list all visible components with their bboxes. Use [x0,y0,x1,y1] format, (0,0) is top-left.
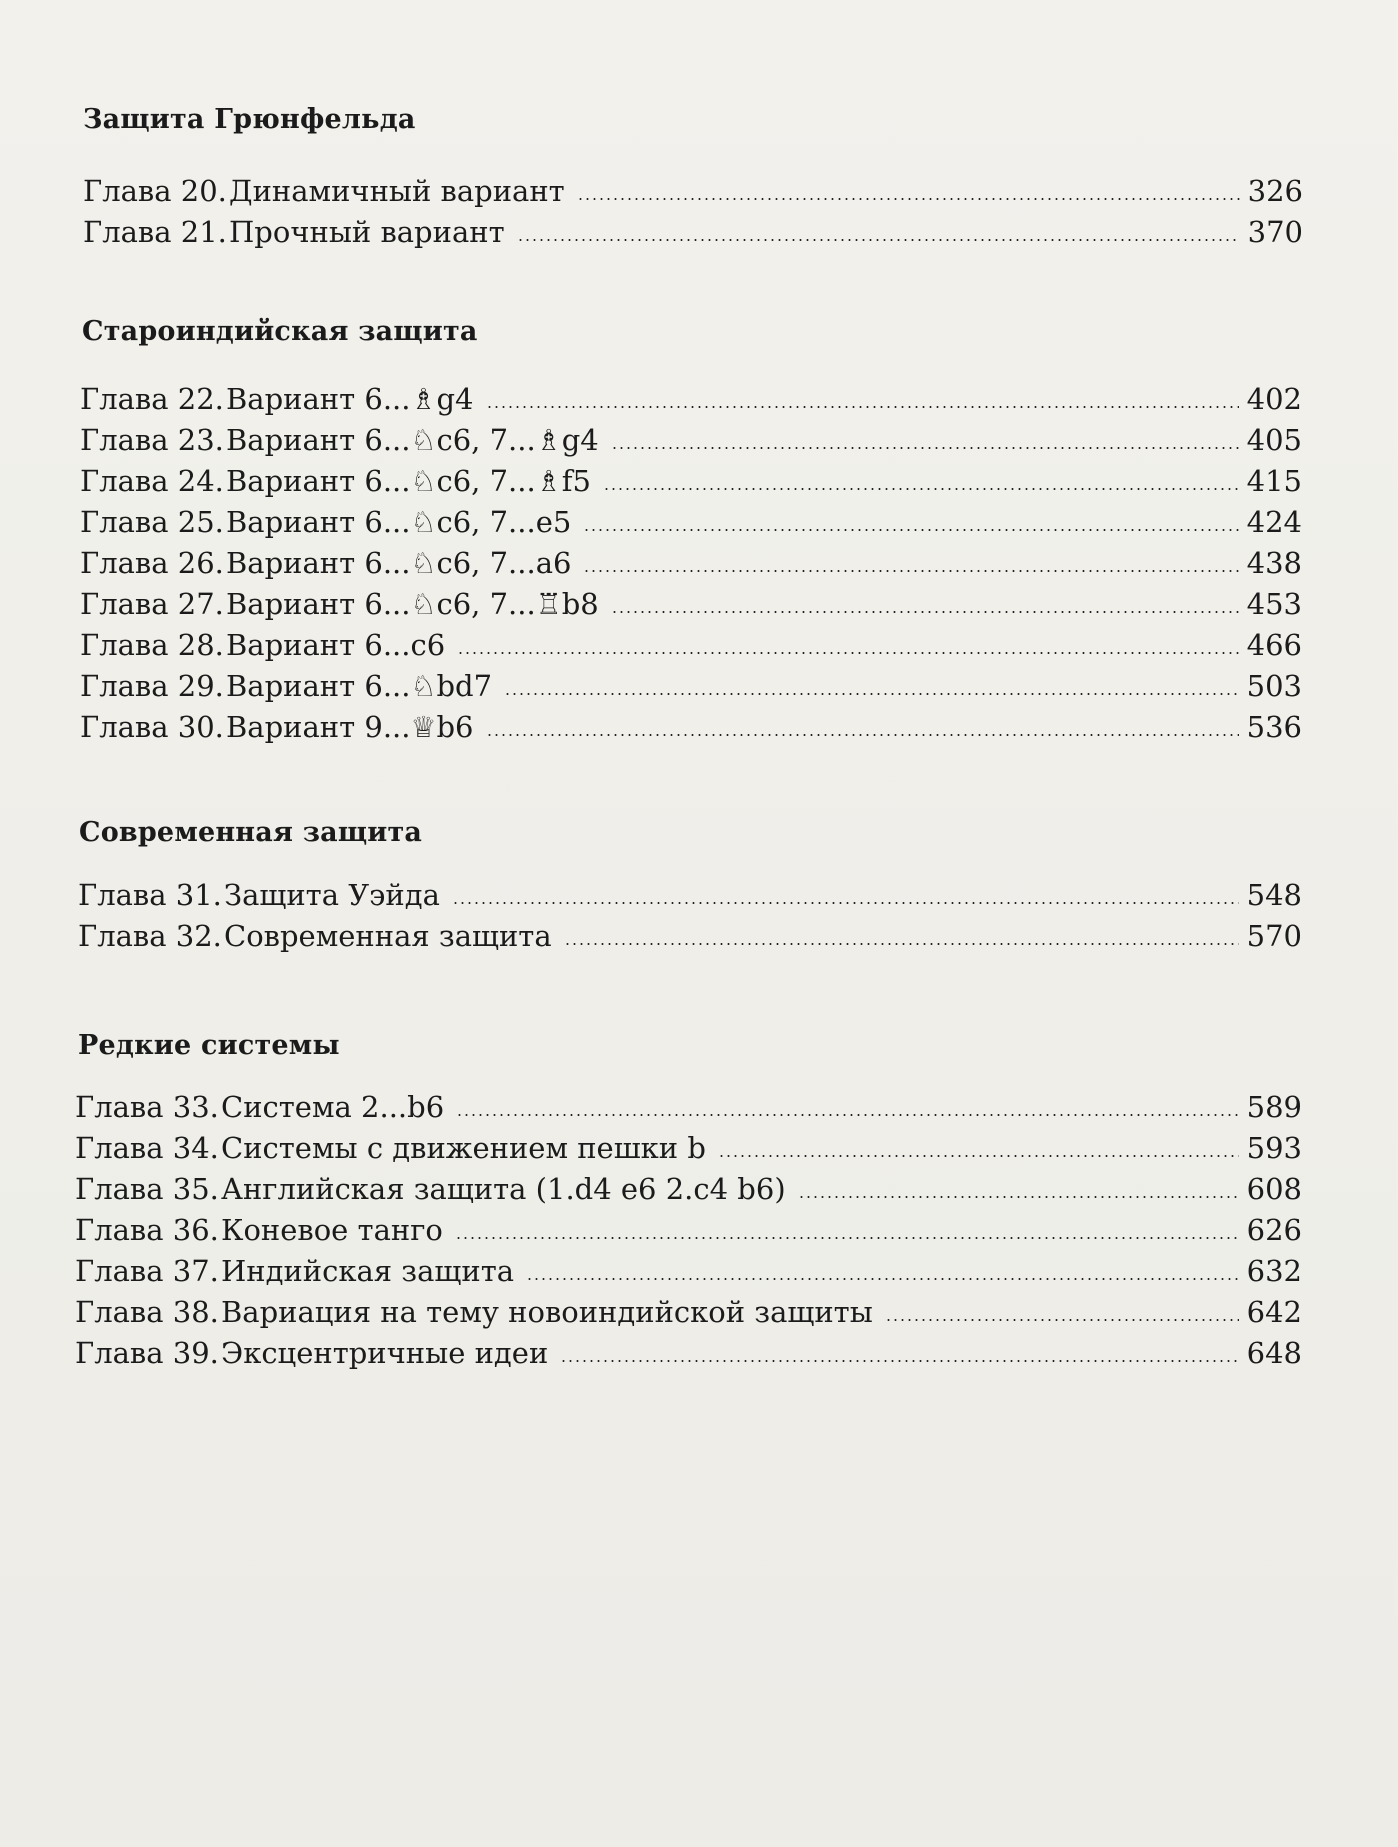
page-number: 453 [1246,587,1302,621]
page-number: 405 [1246,423,1302,457]
chapter-title: Вариант 6...c6 [226,628,446,662]
section-title: Редкие системы [78,1030,340,1061]
chapter-title: Вариант 6...♘c6, 7...♗f5 [226,464,591,498]
page-number: 424 [1246,505,1302,539]
toc-entry [75,1123,1302,1163]
chapter-number: Глава 20. [83,174,227,208]
chapter-title: Вариант 6...♘c6, 7...e5 [226,505,572,539]
toc-entry [75,1328,1302,1368]
dot-leader [452,902,1239,904]
chapter-title: Система 2...b6 [221,1090,445,1124]
chapter-title: Современная защита [224,919,552,953]
dot-leader [564,943,1239,945]
chapter-number: Глава 28. [80,628,224,662]
chapter-number: Глава 36. [75,1213,219,1247]
chapter-number: Глава 35. [75,1172,219,1206]
chapter-number: Глава 25. [80,505,224,539]
chapter-number: Глава 32. [78,919,222,953]
page-number: 593 [1246,1131,1302,1165]
chapter-title: Прочный вариант [229,215,505,249]
dot-leader [603,488,1239,490]
toc-entry [80,415,1302,455]
dot-leader [486,406,1239,408]
chapter-number: Глава 38. [75,1295,219,1329]
page-number: 642 [1246,1295,1302,1329]
chapter-number: Глава 29. [80,669,224,703]
toc-entry [83,207,1303,247]
dot-leader [504,693,1239,695]
toc-entry [75,1082,1302,1122]
dot-leader [457,652,1238,654]
page-number: 438 [1246,546,1302,580]
chapter-title: Динамичный вариант [229,174,565,208]
chapter-title: Вариант 6...♘c6, 7...♗g4 [226,423,599,457]
page-number: 466 [1246,628,1302,662]
toc-entry [80,661,1302,701]
page-number: 536 [1246,710,1302,744]
page-number: 326 [1247,174,1303,208]
dot-leader [885,1319,1239,1321]
toc-entry [80,456,1302,496]
toc-entry [78,911,1302,951]
chapter-number: Глава 34. [75,1131,219,1165]
dot-leader [456,1114,1238,1116]
dot-leader [560,1360,1238,1362]
page-number: 608 [1246,1172,1302,1206]
page-number: 626 [1246,1213,1302,1247]
toc-entry [75,1205,1302,1245]
dot-leader [577,198,1240,200]
toc-entry [80,620,1302,660]
page-number: 548 [1246,878,1302,912]
page-number: 589 [1246,1090,1302,1124]
toc-entry [80,374,1302,414]
dot-leader [611,611,1239,613]
chapter-number: Глава 22. [80,382,224,416]
toc-entry [78,870,1302,910]
chapter-number: Глава 21. [83,215,227,249]
toc-entry [80,702,1302,742]
toc-entry [80,497,1302,537]
page-number: 632 [1246,1254,1302,1288]
page-number: 503 [1246,669,1302,703]
chapter-title: Вариант 6...♘bd7 [226,669,493,703]
chapter-title: Английская защита (1.d4 e6 2.c4 b6) [221,1172,786,1206]
page-number: 415 [1246,464,1302,498]
page-number: 648 [1246,1336,1302,1370]
dot-leader [526,1278,1239,1280]
chapter-number: Глава 30. [80,710,224,744]
chapter-number: Глава 24. [80,464,224,498]
dot-leader [798,1196,1239,1198]
dot-leader [583,529,1238,531]
page-number: 570 [1246,919,1302,953]
chapter-number: Глава 31. [78,878,222,912]
chapter-title: Вариант 6...♘c6, 7...a6 [226,546,572,580]
chapter-number: Глава 39. [75,1336,219,1370]
toc-entry [83,166,1303,206]
page-number: 370 [1247,215,1303,249]
toc-entry [75,1287,1302,1327]
chapter-title: Вариант 9...♕b6 [226,710,474,744]
chapter-title: Вариант 6...♗g4 [226,382,474,416]
toc-entry [80,538,1302,578]
section-title: Современная защита [79,817,423,848]
page-number: 402 [1246,382,1302,416]
chapter-title: Индийская защита [221,1254,515,1288]
dot-leader [583,570,1238,572]
chapter-number: Глава 37. [75,1254,219,1288]
chapter-number: Глава 27. [80,587,224,621]
toc-entry [75,1246,1302,1286]
toc-entry [75,1164,1302,1204]
chapter-number: Глава 23. [80,423,224,457]
dot-leader [517,239,1240,241]
toc-entry [80,579,1302,619]
chapter-title: Эксцентричные идеи [221,1336,549,1370]
chapter-title: Защита Уэйда [224,878,440,912]
chapter-number: Глава 26. [80,546,224,580]
section-title: Староиндийская защита [82,316,478,347]
dot-leader [486,734,1239,736]
chapter-title: Вариант 6...♘c6, 7...♖b8 [226,587,599,621]
chapter-title: Вариация на тему новоиндийской защиты [221,1295,873,1329]
section-title: Защита Грюнфельда [83,104,416,135]
dot-leader [455,1237,1239,1239]
dot-leader [611,447,1239,449]
dot-leader [718,1155,1239,1157]
chapter-title: Коневое танго [221,1213,443,1247]
chapter-number: Глава 33. [75,1090,219,1124]
chapter-title: Системы с движением пешки b [221,1131,706,1165]
